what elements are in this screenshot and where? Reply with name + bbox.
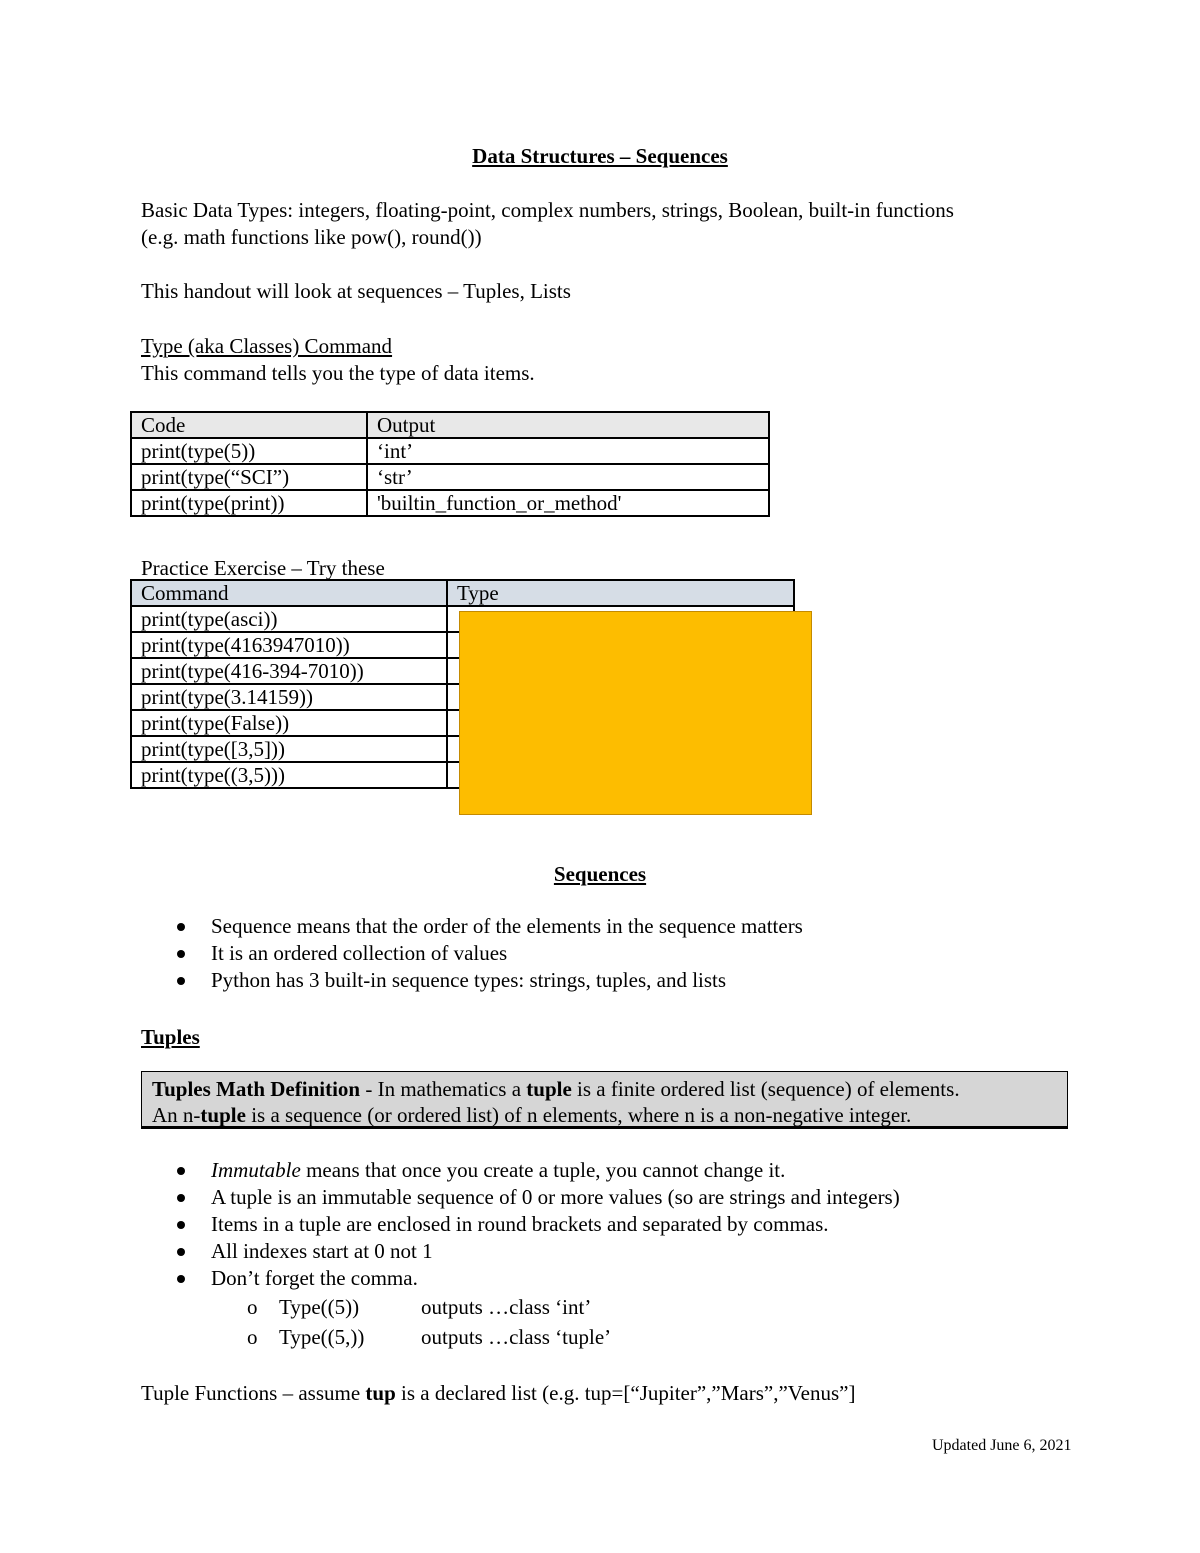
intro-line-2: (e.g. math functions like pow(), round()) (141, 225, 482, 249)
bullet-icon (177, 1167, 185, 1175)
definition-text: An n- (152, 1103, 201, 1127)
definition-text: is a finite ordered list (sequence) of elements. (571, 1077, 960, 1101)
bullet-icon (177, 977, 185, 985)
table-cell: print(type(4163947010)) (131, 632, 447, 658)
table-cell: print(type(False)) (131, 710, 447, 736)
table-cell: ‘int’ (367, 438, 769, 464)
list-item: Sequence means that the order of the elements in the sequence matters (141, 913, 803, 940)
table-header-cell: Command (131, 580, 447, 606)
list-item: Don’t forget the comma. (141, 1265, 900, 1292)
type-table (130, 411, 770, 517)
table-cell: print(type([3,5])) (131, 736, 447, 762)
sequences-bullet-list (141, 913, 803, 994)
bullet-icon (177, 923, 185, 931)
page-title: Data Structures – Sequences (472, 144, 728, 168)
table-cell: print(type(5)) (131, 438, 367, 464)
type-command-desc: This command tells you the type of data items. (141, 361, 535, 385)
sub-bullet-icon: o (247, 1325, 258, 1349)
definition-text: is a sequence (or ordered list) of n elements, where n is a non-negative integer. (245, 1103, 912, 1127)
table-cell: print(type(asci)) (131, 606, 447, 632)
intro-line-3: This handout will look at sequences – Tuples, Lists (141, 279, 571, 303)
table-cell: print(type(“SCI”) (131, 464, 367, 490)
sub-item-output: outputs …class ‘tuple’ (421, 1325, 612, 1349)
table-row (131, 438, 769, 464)
definition-term: tuple (200, 1103, 246, 1127)
definition-term: tuple (526, 1077, 572, 1101)
sub-bullet-icon: o (247, 1295, 258, 1319)
sub-item-code: Type((5)) (279, 1295, 360, 1319)
sequences-heading: Sequences (553, 862, 647, 886)
sub-item-output: outputs …class ‘int’ (421, 1295, 592, 1319)
table-row (131, 490, 769, 516)
type-command-heading: Type (aka Classes) Command (141, 334, 393, 358)
table-header-cell: Type (447, 580, 794, 606)
table-cell: print(type(416-394-7010)) (131, 658, 447, 684)
tuples-heading: Tuples (141, 1025, 200, 1049)
table-cell: print(type(print)) (131, 490, 367, 516)
table-header-cell: Output (367, 412, 769, 438)
tuple-definition-box (141, 1071, 1068, 1129)
bullet-icon (177, 1194, 185, 1202)
list-item: Python has 3 built-in sequence types: strings, tuples, and lists (141, 967, 803, 994)
list-item: It is an ordered collection of values (141, 940, 803, 967)
list-item: All indexes start at 0 not 1 (141, 1238, 900, 1265)
table-header-cell: Code (131, 412, 367, 438)
tuple-functions-line: Tuple Functions – assume tup is a declared list (e.g. tup=[“Jupiter”,”Mars”,”Venus”] (141, 1381, 856, 1405)
table-cell: 'builtin_function_or_method' (367, 490, 769, 516)
list-item: A tuple is an immutable sequence of 0 or more values (so are strings and integers) (141, 1184, 900, 1211)
table-header-row (131, 580, 794, 606)
definition-label: Tuples Math Definition (152, 1077, 361, 1101)
bullet-icon (177, 1275, 185, 1283)
table-cell: print(type((3,5))) (131, 762, 447, 788)
table-row (131, 464, 769, 490)
answer-cover-box (459, 611, 812, 815)
table-header-row (131, 412, 769, 438)
list-item: Items in a tuple are enclosed in round brackets and separated by commas. (141, 1211, 900, 1238)
intro-line-1: Basic Data Types: integers, floating-point, complex numbers, strings, Boolean, built-in functions (141, 198, 954, 222)
bullet-icon (177, 1248, 185, 1256)
table-cell: print(type(3.14159)) (131, 684, 447, 710)
practice-heading: Practice Exercise – Try these (141, 556, 385, 580)
bullet-icon (177, 1221, 185, 1229)
tuples-bullet-list (141, 1157, 900, 1292)
definition-text: - In mathematics a (360, 1077, 527, 1101)
table-cell: ‘str’ (367, 464, 769, 490)
footer-updated: Updated June 6, 2021 (932, 1437, 1072, 1454)
list-item: Immutable means that once you create a tuple, you cannot change it. (141, 1157, 900, 1184)
sub-item-code: Type((5,)) (279, 1325, 365, 1349)
bullet-icon (177, 950, 185, 958)
